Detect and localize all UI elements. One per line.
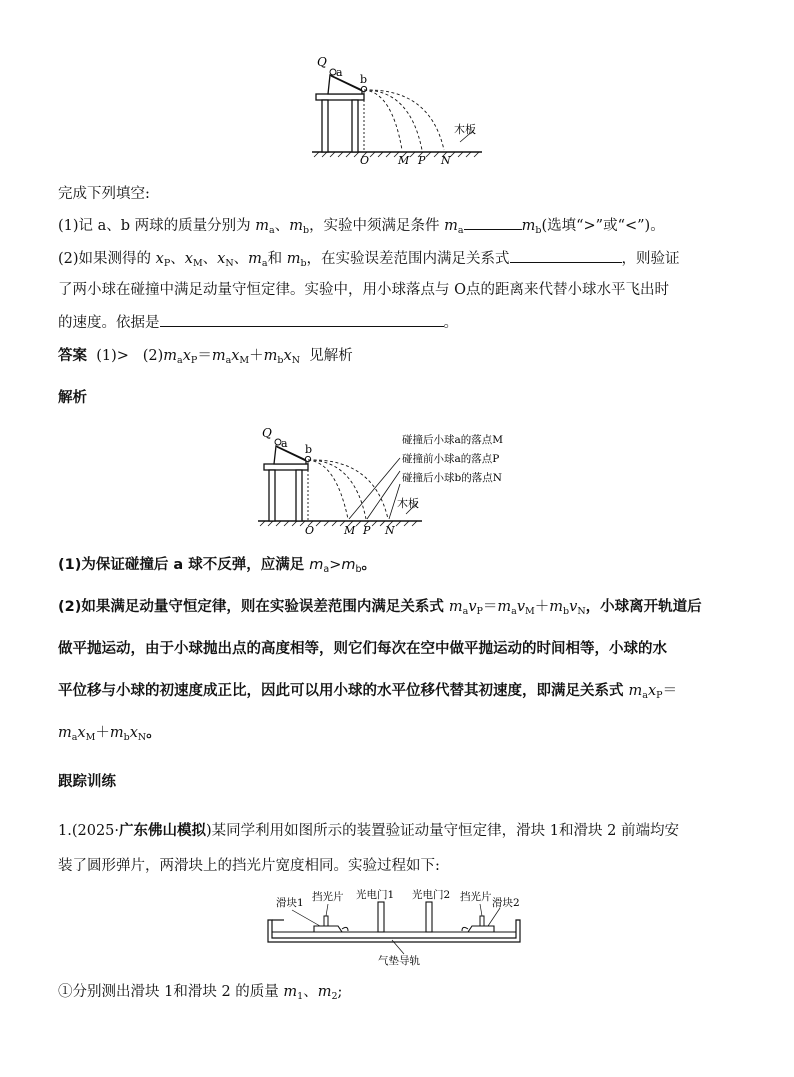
trajectory-m <box>308 460 348 519</box>
step-1: ①分别测出滑块 1和滑块 2 的质量 $m_1$、$m_2$; <box>58 984 343 1002</box>
step1-suffix: ; <box>337 984 343 1000</box>
label-shade-1: 挡光片 <box>312 891 344 903</box>
slider-1 <box>314 926 342 932</box>
trajectory-p <box>364 90 422 150</box>
q2-line3-prefix: 的速度。依据是 <box>58 315 160 331</box>
analysis-label: 解析 <box>58 390 87 406</box>
question-2-line-2: 了两小球在碰撞中满足动量守恒定律。实验中，用小球落点与 O点的距离来代替小球水平飞出时 <box>58 282 669 298</box>
step1-prefix: ①分别测出滑块 1和滑块 2 的质量 <box>58 984 284 1000</box>
analysis-p2-line1-prefix: (2)如果满足动量守恒定律，则在实验误差范围内满足关系式 <box>58 599 449 615</box>
label-b: b <box>360 73 368 86</box>
q1-mb-sub: b <box>302 225 310 236</box>
q1-mb: m <box>289 218 303 234</box>
problem1-source: 广东佛山模拟 <box>119 823 207 839</box>
label-slider-1: 滑块1 <box>276 897 304 909</box>
q1-ma2-sub: a <box>457 225 464 236</box>
answer-line: 答案 (1)> $(2)m_ax_P=m_ax_M+m_bx_N$ 见解析 <box>58 348 353 366</box>
label-track: 气垫导轨 <box>378 955 420 967</box>
slider-1-spring <box>342 927 348 931</box>
label-a: a <box>281 437 288 450</box>
table-leg-right <box>296 470 302 521</box>
label-q: Q <box>317 55 327 69</box>
table-leg-left <box>269 470 275 521</box>
table-leg-right <box>352 100 358 152</box>
label-n: N <box>441 154 451 167</box>
label-a: a <box>336 66 343 79</box>
slider-2-shade <box>480 916 484 926</box>
analysis-part-1: (1)为保证碰撞后 a 球不反弹，应满足 $m_a>m_b$。 <box>58 557 377 575</box>
analysis-p1-end: 。 <box>361 557 377 573</box>
label-m: M <box>398 154 410 167</box>
problem1-suffix: )某同学利用如图所示的装置验证动量守恒定律，滑块 1和滑块 2 前端均安 <box>206 823 679 839</box>
question-2-line-3 <box>58 312 458 333</box>
answer-part2-suffix: 见解析 <box>309 348 353 364</box>
photogate-1 <box>378 902 384 932</box>
q2-line1-suffix: ，则验证 <box>621 251 680 267</box>
label-p: P <box>418 154 426 167</box>
analysis-part-2-line-4: $m_ax_M+m_bx_N$。 <box>58 725 161 743</box>
pointer-slider2 <box>488 908 500 926</box>
figure-3-air-track <box>262 884 532 970</box>
slider-1-shade <box>324 916 328 926</box>
pointer-shade2 <box>480 904 482 916</box>
q2-reason-blank[interactable] <box>160 312 444 327</box>
label-gate-1: 光电门1 <box>356 889 395 901</box>
analysis-part-2-line-3: 平位移与小球的初速度成正比，因此可以用小球的水平位移代替其初速度，即满足关系式 $m_ax_P=$ <box>58 683 678 701</box>
analysis-part-2-line-1: (2)如果满足动量守恒定律，则在实验误差范围内满足关系式 $m_av_P=m_av_M+m_bv_N$，小球离开轨道后 <box>58 599 702 617</box>
slider-2 <box>468 926 494 932</box>
legend-n: 碰撞后小球b的落点N <box>402 472 502 484</box>
q1-middle: ，实验中须满足条件 <box>309 218 445 234</box>
q1-ma: m <box>255 218 270 234</box>
problem1-prefix: 1.(2025· <box>58 823 120 839</box>
table-top <box>264 464 308 470</box>
pointer-shade1 <box>326 904 328 916</box>
ball-b <box>361 86 366 91</box>
intro-line: 完成下列填空: <box>58 186 150 202</box>
pointer-slider1 <box>292 910 320 926</box>
photogate-2 <box>426 902 432 932</box>
label-slider-2: 滑块2 <box>492 897 520 909</box>
q1-ma-sub: a <box>269 225 275 236</box>
figure-1-apparatus <box>300 50 500 170</box>
followup-label: 跟踪训练 <box>58 774 116 790</box>
figure-2-apparatus <box>250 420 540 542</box>
label-n: N <box>385 524 395 537</box>
label-gate-2: 光电门2 <box>412 889 451 901</box>
analysis-p1-text: (1)为保证碰撞后 a 球不反弹，应满足 <box>58 557 310 573</box>
q2-line3-suffix: 。 <box>443 315 458 331</box>
ramp <box>274 446 306 464</box>
label-p: P <box>363 524 371 537</box>
question-2-line-1: (2)如果测得的 $x_P$、$x_M$、$x_N$、$m_a$和 $m_b$，在实验误差范围内满足关系式 ，则验证 <box>58 248 680 274</box>
label-b: b <box>305 443 313 456</box>
analysis-p2-line3-prefix: 平位移与小球的初速度成正比，因此可以用小球的水平位移代替其初速度，即满足关系式 <box>58 683 629 699</box>
question-1 <box>58 215 665 241</box>
answer-part2-prefix: (2) <box>142 348 164 364</box>
trajectory-m <box>364 90 402 150</box>
q1-ma2: m <box>444 218 458 234</box>
legend-m: 碰撞后小球a的落点M <box>402 434 504 446</box>
legend-p: 碰撞前小球a的落点P <box>402 453 500 465</box>
label-m: M <box>344 524 356 537</box>
table-leg-left <box>322 100 328 152</box>
analysis-p2-line1-suffix: ，小球离开轨道后 <box>585 599 702 615</box>
problem-1-line-1 <box>58 821 679 841</box>
q1-mb2: m <box>521 218 536 234</box>
q1-mb2-sub: b <box>535 225 542 236</box>
analysis-p2-line4-end: 。 <box>146 725 161 741</box>
slider-2-spring <box>462 927 468 931</box>
answer-label: 答案 <box>58 348 87 364</box>
table-top <box>316 94 364 100</box>
q1-answer-blank[interactable] <box>464 215 522 230</box>
label-shade-2: 挡光片 <box>460 891 492 903</box>
label-o: O <box>360 154 370 167</box>
q1-prefix: (1)记 a、b 两球的质量分别为 <box>58 218 256 234</box>
q1-sep: 、 <box>274 218 290 234</box>
trajectory-p <box>308 460 366 519</box>
leader-m <box>349 458 400 519</box>
q2-prefix: (2)如果测得的 <box>58 251 156 267</box>
label-o: O <box>305 524 315 537</box>
label-board: 木板 <box>397 497 419 510</box>
label-board: 木板 <box>454 123 476 136</box>
trajectory-n <box>364 90 444 150</box>
analysis-part-2-line-2: 做平抛运动，由于小球抛出点的高度相等，则它们每次在空中做平抛运动的时间相等，小球的水 <box>58 641 667 657</box>
ramp <box>328 75 362 94</box>
ball-b <box>305 456 310 461</box>
q1-suffix: (选填“>”或“<”)。 <box>541 218 665 234</box>
label-q: Q <box>262 426 272 440</box>
q2-relation-blank[interactable] <box>510 248 622 263</box>
problem-1-line-2: 装了圆形弹片，两滑块上的挡光片宽度相同。实验过程如下: <box>58 858 440 874</box>
trajectory-n <box>308 460 388 519</box>
answer-part1: (1)> <box>96 348 129 364</box>
